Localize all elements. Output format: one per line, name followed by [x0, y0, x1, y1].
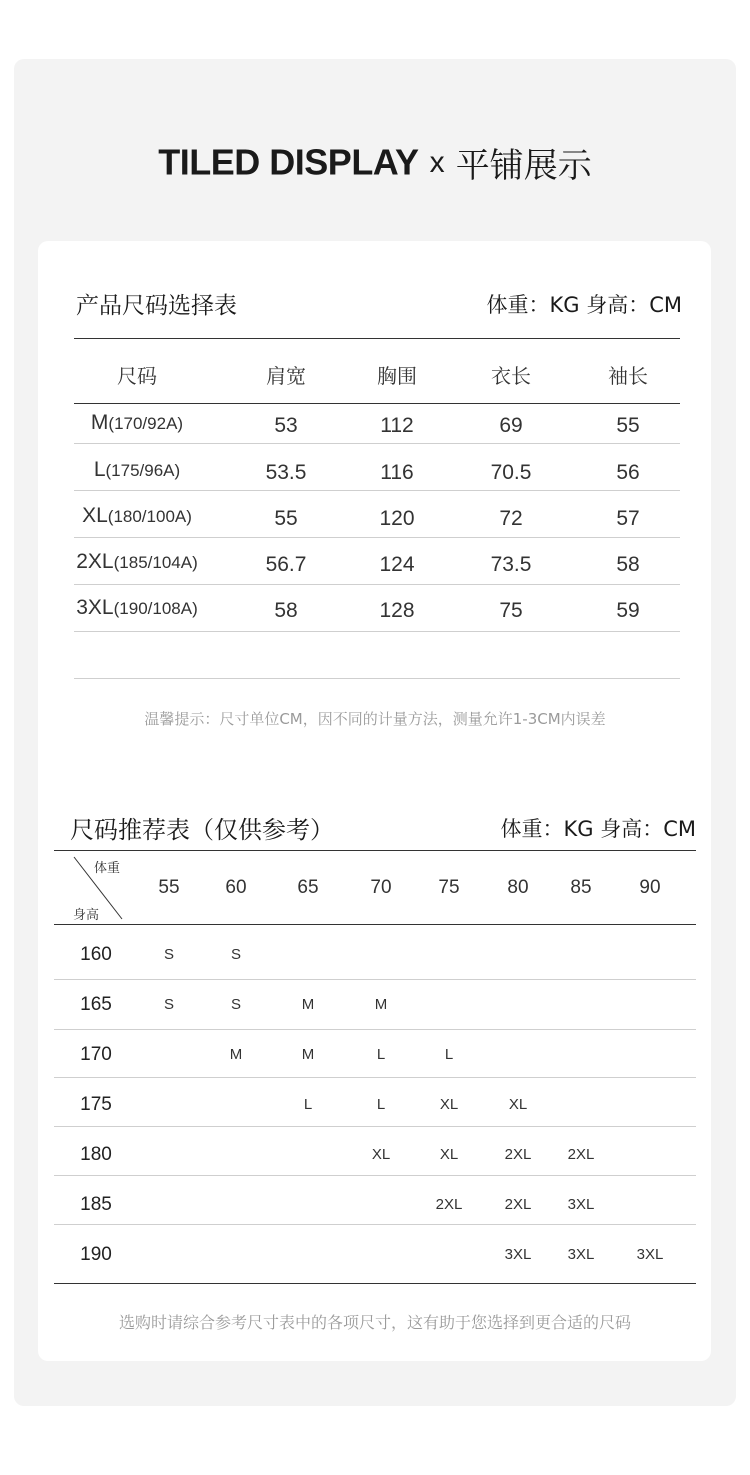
size-table-row-line [74, 584, 680, 585]
size-table-header-cell: 肩宽 [266, 364, 306, 388]
size-label: 3XL [76, 596, 114, 619]
size-label: L [93, 458, 106, 481]
size-table-header-cell: 尺码 [117, 364, 157, 388]
recommend-height-cell: 160 [80, 944, 112, 965]
size-table-header-cell: 袖长 [608, 364, 648, 388]
size-table-value-cell: 57 [616, 507, 640, 530]
size-table-value-cell: 70.5 [490, 461, 532, 484]
size-table-row-line [74, 443, 680, 444]
recommend-table-unit: 体重：KG 身高：CM [500, 817, 696, 841]
corner-weight-label: 体重 [94, 861, 121, 876]
size-table-note: 温馨提示：尺寸单位CM，因不同的计量方法，测量允许1-3CM内误差 [144, 710, 606, 728]
recommend-weight-header: 75 [438, 877, 460, 898]
recommend-size-cell: L [376, 1096, 386, 1113]
size-table-value-cell: 59 [616, 599, 640, 622]
recommend-size-cell: XL [371, 1146, 391, 1163]
size-spec: (175/96A) [105, 461, 181, 480]
recommend-weight-header: 70 [370, 877, 392, 898]
recommend-weight-header: 85 [570, 877, 592, 898]
recommend-row-line [54, 1029, 696, 1030]
recommend-size-cell: M [229, 1046, 243, 1063]
recommend-size-cell: XL [439, 1146, 459, 1163]
recommend-height-cell: 170 [80, 1044, 112, 1065]
recommend-size-cell: 3XL [567, 1196, 595, 1213]
size-table-header-line [74, 403, 680, 404]
size-spec: (190/108A) [113, 599, 198, 618]
recommend-weight-header: 65 [297, 877, 319, 898]
recommend-size-cell: L [444, 1046, 454, 1063]
size-table-value-cell: 128 [379, 599, 415, 622]
recommend-weight-header: 60 [225, 877, 247, 898]
size-table-value-cell: 124 [379, 553, 415, 576]
size-table-value-cell: 58 [616, 553, 640, 576]
recommend-row-line [54, 1126, 696, 1127]
size-table-value-cell: 112 [380, 414, 414, 437]
recommend-size-cell: 2XL [504, 1146, 532, 1163]
recommend-size-cell: S [163, 996, 174, 1013]
corner-height-label: 身高 [73, 908, 100, 923]
recommend-size-cell: S [230, 946, 241, 963]
heading-separator: x [429, 145, 445, 179]
size-table-value-cell: 53.5 [265, 461, 307, 484]
recommend-top-line [54, 850, 696, 851]
size-table-value-cell: 73.5 [490, 553, 532, 576]
recommend-weight-header: 55 [158, 877, 180, 898]
recommend-weight-header: 80 [507, 877, 529, 898]
size-table-value-cell: 75 [499, 599, 523, 622]
size-table-size-cell [62, 550, 212, 574]
heading-chinese: 平铺展示 [455, 146, 592, 186]
recommend-size-cell: S [230, 996, 241, 1013]
size-table-size-cell [62, 411, 212, 435]
size-table-header-cell: 衣长 [491, 364, 531, 388]
size-table-row-line [74, 537, 680, 538]
size-spec: (170/92A) [108, 414, 184, 433]
size-table-size-cell [62, 458, 212, 482]
recommend-size-cell: 3XL [636, 1246, 664, 1263]
size-card [38, 241, 711, 1361]
size-table-unit: 体重：KG 身高：CM [486, 293, 682, 317]
size-table-row-line [74, 490, 680, 491]
recommend-row-line [54, 1224, 696, 1225]
size-spec: (180/100A) [107, 507, 192, 526]
recommend-size-cell: 3XL [504, 1246, 532, 1263]
size-table-row-line [74, 631, 680, 632]
recommend-row-line [54, 1077, 696, 1078]
recommend-size-cell: M [301, 996, 315, 1013]
recommend-row-line [54, 979, 696, 980]
recommend-size-cell: XL [508, 1096, 528, 1113]
recommend-height-cell: 180 [80, 1144, 112, 1165]
recommend-size-cell: 2XL [567, 1146, 595, 1163]
size-table-value-cell: 72 [499, 507, 523, 530]
size-label: M [90, 411, 109, 434]
recommend-size-cell: M [374, 996, 388, 1013]
size-table-title: 产品尺码选择表 [76, 293, 237, 319]
size-label: 2XL [76, 550, 114, 573]
recommend-row-line [54, 1175, 696, 1176]
size-table-value-cell: 69 [499, 414, 523, 437]
size-table-value-cell: 53 [274, 414, 298, 437]
recommend-table-title: 尺码推荐表（仅供参考） [70, 816, 334, 844]
recommend-size-cell: S [163, 946, 174, 963]
size-table-value-cell: 120 [379, 507, 415, 530]
size-table-value-cell: 58 [274, 599, 298, 622]
size-table-top-line [74, 338, 680, 339]
recommend-weight-header: 90 [639, 877, 661, 898]
recommend-size-cell: 2XL [504, 1196, 532, 1213]
recommend-header-line [54, 924, 696, 925]
size-table-value-cell: 116 [380, 461, 414, 484]
recommend-size-cell: L [303, 1096, 313, 1113]
recommend-size-cell: L [376, 1046, 386, 1063]
recommend-table-note: 选购时请综合参考尺寸表中的各项尺寸，这有助于您选择到更合适的尺码 [118, 1313, 631, 1332]
size-note-divider [74, 678, 680, 679]
recommend-size-cell: 3XL [567, 1246, 595, 1263]
recommend-height-cell: 175 [80, 1094, 112, 1115]
size-table-value-cell: 56.7 [265, 553, 307, 576]
size-table-header-cell: 胸围 [377, 364, 417, 388]
size-spec: (185/104A) [113, 553, 198, 572]
size-table-value-cell: 56 [616, 461, 640, 484]
recommend-height-cell: 190 [80, 1244, 112, 1265]
recommend-height-cell: 185 [80, 1194, 112, 1215]
size-table-size-cell [62, 596, 212, 620]
size-table-value-cell: 55 [274, 507, 298, 530]
heading-english: TILED DISPLAY [158, 141, 419, 183]
page-heading [0, 138, 750, 188]
size-table-size-cell [62, 504, 212, 528]
recommend-size-cell: XL [439, 1096, 459, 1113]
recommend-bottom-line [54, 1283, 696, 1284]
recommend-size-cell: M [301, 1046, 315, 1063]
size-label: XL [82, 504, 108, 527]
recommend-height-cell: 165 [80, 994, 112, 1015]
size-table-value-cell: 55 [616, 414, 640, 437]
recommend-size-cell: 2XL [435, 1196, 463, 1213]
